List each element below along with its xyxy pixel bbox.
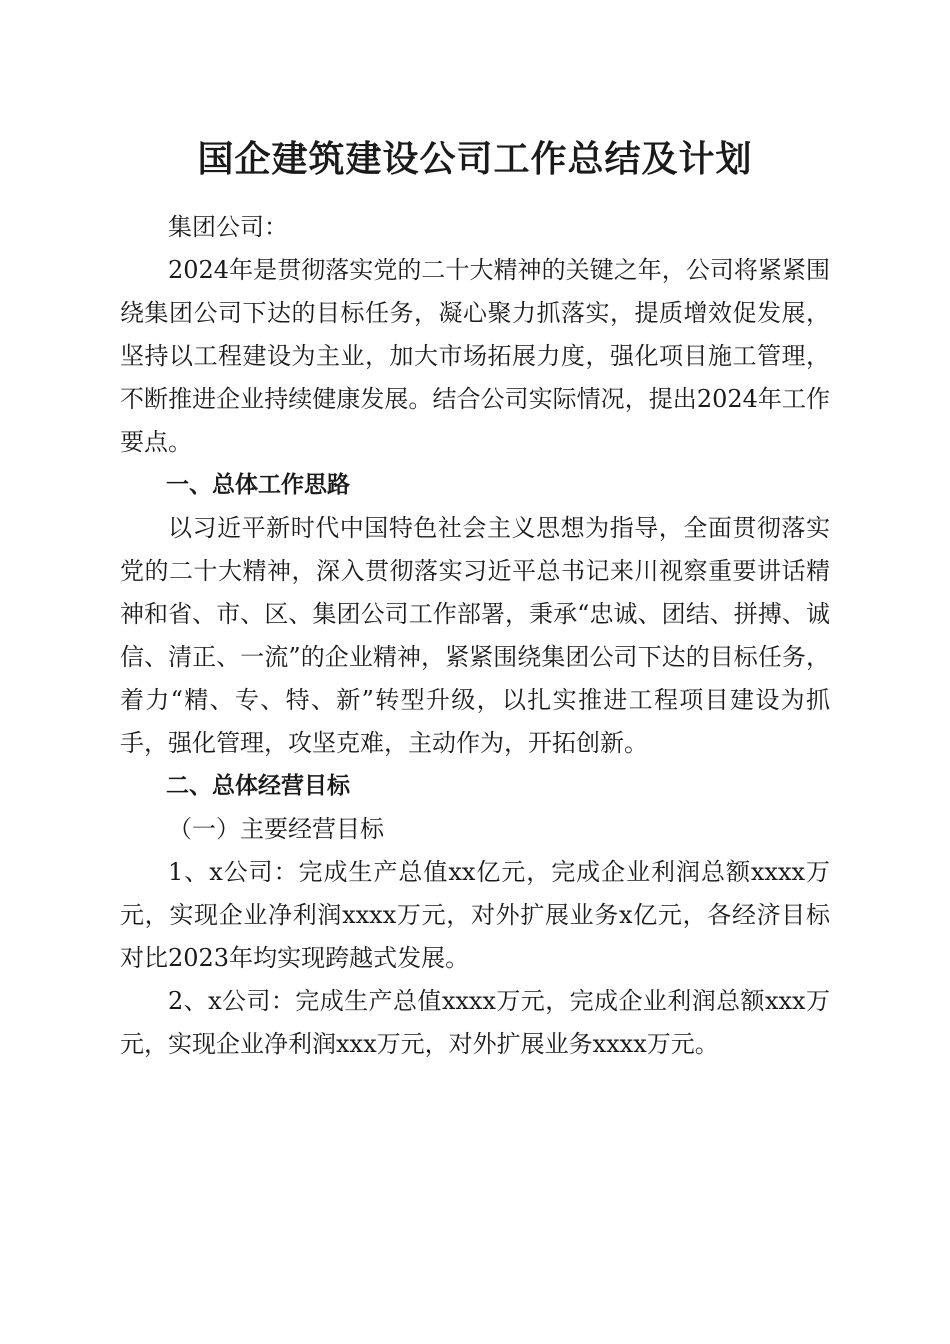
document-title: 国企建筑建设公司工作总结及计划 — [197, 138, 753, 180]
section-paragraph-1: 以习近平新时代中国特色社会主义思想为指导，全面贯彻落实党的二十大精神，深入贯彻落实习近平总书记来川视察重要讲话精神和省、市、区、集团公司工作部署，秉承“忠诚、团结、拼搏、诚信、清正、一流”的企业精神，紧紧围绕集团公司下达的目标任务，着力“精、专、特、新”转型升级，以扎实推进工程项目建设为抓手，强化管理，攻坚克难，主动作为，开拓创新。 — [120, 514, 830, 757]
document-body — [120, 206, 830, 1066]
section-heading-1: 一、总体工作思路 — [166, 472, 350, 498]
salutation: 集团公司： — [168, 213, 288, 241]
intro-paragraph: 2024年是贯彻落实党的二十大精神的关键之年，公司将紧紧围绕集团公司下达的目标任务，凝心聚力抓落实，提质增效促发展，坚持以工程建设为主业，加大市场拓展力度，强化项目施工管理，不断推进企业持续健康发展。结合公司实际情况，提出2024年工作要点。 — [120, 256, 830, 456]
section-heading-2: 二、总体经营目标 — [166, 773, 350, 799]
list-item: 2、x公司：完成生产总值xxxx万元，完成企业利润总额xxx万元，实现企业净利润xxx万元，对外扩展业务xxxx万元。 — [120, 987, 830, 1058]
list-item: 1、x公司：完成生产总值xx亿元，完成企业利润总额xxxx万元，实现企业净利润xxxx万元，对外扩展业务x亿元，各经济目标对比2023年均实现跨越式发展。 — [120, 858, 830, 972]
subsection-heading: （一）主要经营目标 — [168, 815, 384, 843]
